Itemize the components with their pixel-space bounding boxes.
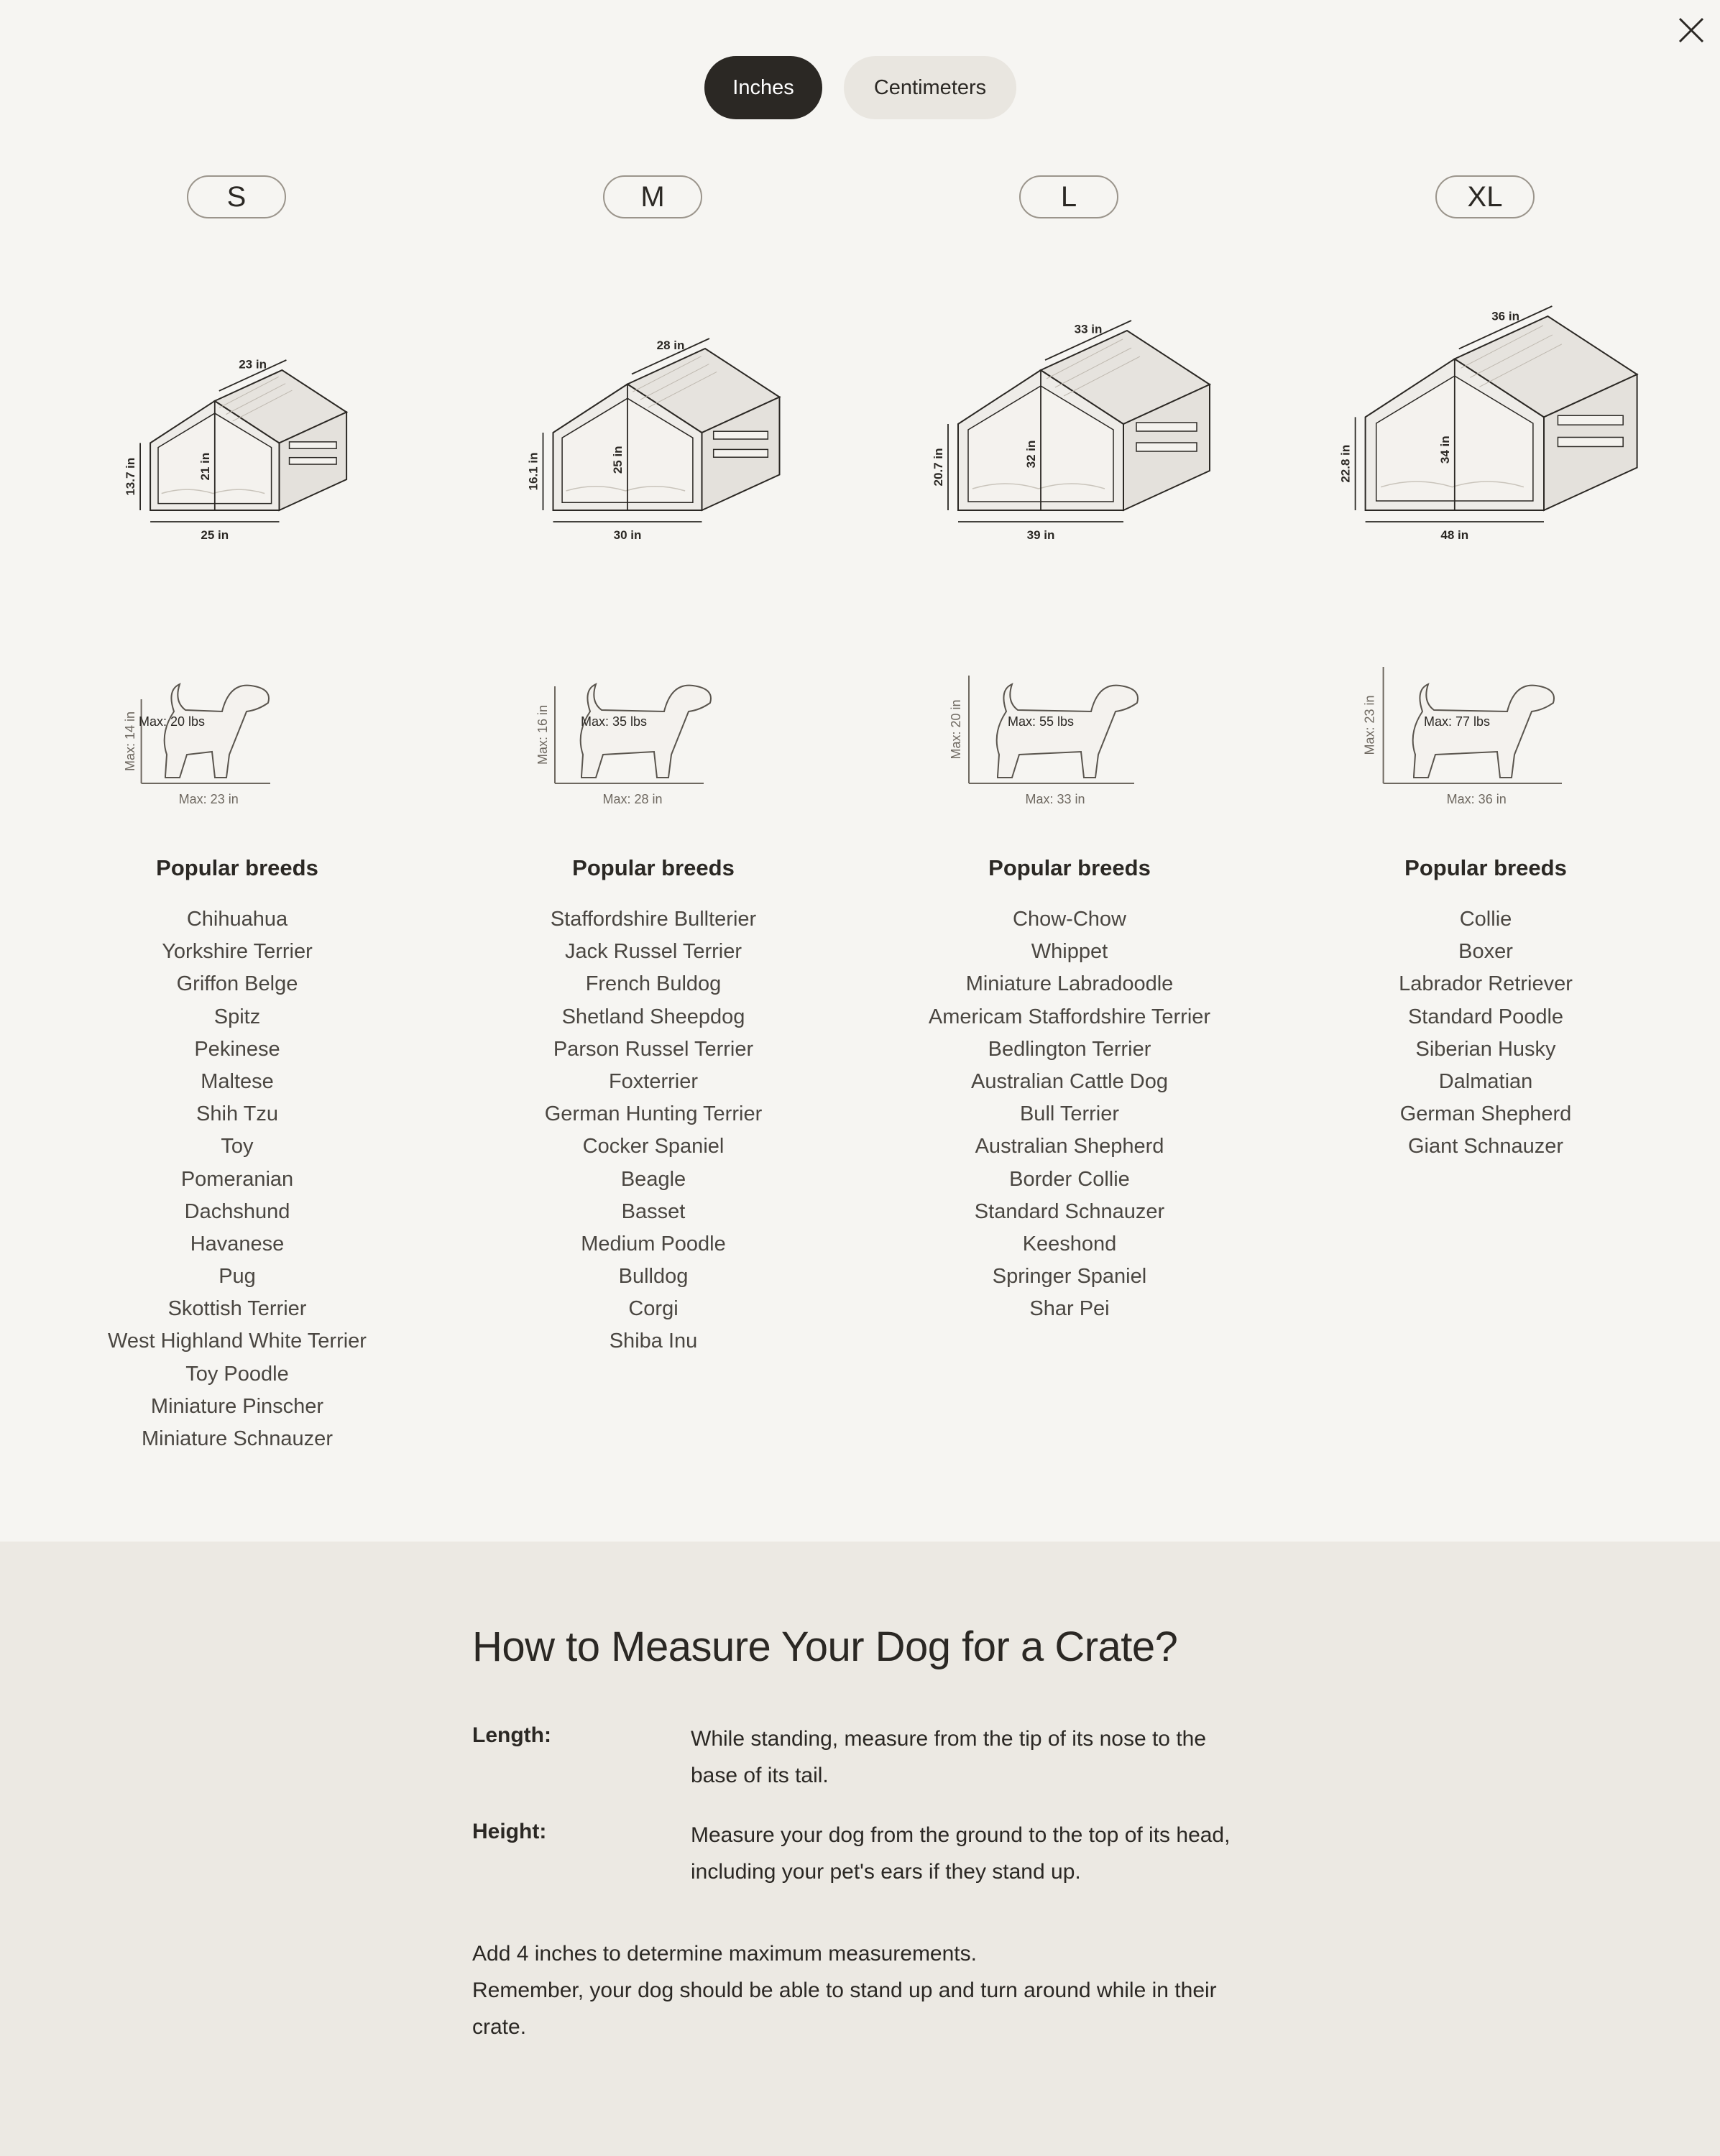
breed-item: Shetland Sheepdog <box>561 1005 745 1028</box>
crate-depth-label: 28 in <box>656 338 685 352</box>
crate-inner-height-label: 21 in <box>198 452 212 481</box>
breed-item: Jack Russel Terrier <box>564 940 742 964</box>
crate-inner-height-label: 32 in <box>1024 440 1038 469</box>
breed-item: Border Collie <box>1009 1167 1130 1191</box>
breed-item: Pug <box>219 1265 256 1289</box>
breed-list <box>452 903 855 1358</box>
dog-max-height-label: Max: 20 in <box>949 699 963 760</box>
breed-item: Miniature Labradoodle <box>965 972 1174 996</box>
measure-note-line-1: Add 4 inches to determine maximum measurements. <box>472 1942 977 1966</box>
popular-breeds-title: Popular breeds <box>988 855 1151 880</box>
breed-item: Bulldog <box>618 1265 689 1289</box>
breed-item: Siberian Husky <box>1415 1037 1556 1061</box>
breed-item: Havanese <box>190 1232 285 1256</box>
crate-height-label: 13.7 in <box>124 457 138 496</box>
breed-item: West Highland White Terrier <box>108 1330 367 1353</box>
dog-size-diagram <box>36 611 438 805</box>
breed-item: Shiba Inu <box>609 1330 698 1353</box>
breed-item: Toy <box>221 1135 254 1158</box>
crate-inner-height-label: 34 in <box>1438 436 1452 464</box>
breed-item: Shih Tzu <box>196 1102 278 1126</box>
length-term: Length: <box>472 1723 551 1747</box>
dog-size-diagram <box>452 611 855 805</box>
breed-item: Australian Cattle Dog <box>970 1069 1169 1093</box>
popular-breeds-title: Popular breeds <box>572 855 735 880</box>
crate-diagram <box>452 259 855 561</box>
breed-item: Australian Shepherd <box>975 1135 1164 1158</box>
crate-width-label: 39 in <box>1026 528 1055 542</box>
popular-breeds-title: Popular breeds <box>156 855 318 880</box>
dog-max-height-label: Max: 16 in <box>535 704 551 765</box>
dog-max-height-label: Max: 14 in <box>123 711 138 772</box>
size-badge: L <box>1019 175 1118 218</box>
measure-note-line-2: Remember, your dog should be able to stand up and turn around while in their crate. <box>472 1978 1217 2039</box>
crate-depth-label: 33 in <box>1074 322 1103 336</box>
breed-item: Whippet <box>1031 940 1108 964</box>
breed-item: Griffon Belge <box>176 972 298 996</box>
inches-toggle-button[interactable]: Inches <box>704 56 822 119</box>
breed-item: Giant Schnauzer <box>1407 1135 1563 1158</box>
breed-item: Bedlington Terrier <box>988 1037 1151 1061</box>
height-description: Measure your dog from the ground to the top of its head, including your pet's ears if they stand up. <box>691 1823 1231 1884</box>
breed-list <box>36 903 438 1455</box>
dog-icon <box>581 684 711 778</box>
size-badge: S <box>187 175 286 218</box>
crate-width-label: 25 in <box>201 528 229 542</box>
dog-max-length-label: Max: 23 in <box>178 792 239 805</box>
crate-diagram <box>868 259 1271 561</box>
dog-max-height-label: Max: 23 in <box>1362 695 1377 755</box>
crate-diagram <box>36 259 438 561</box>
measure-guide-title: How to Measure Your Dog for a Crate? <box>472 1623 1178 1670</box>
crate-depth-label: 23 in <box>239 357 267 372</box>
close-icon <box>1673 11 1710 49</box>
dog-max-length-label: Max: 33 in <box>1025 792 1085 805</box>
popular-breeds-title: Popular breeds <box>1404 855 1567 880</box>
crate-width-label: 30 in <box>613 528 642 542</box>
breed-item: Medium Poodle <box>581 1232 726 1256</box>
dog-max-weight-label: Max: 20 lbs <box>138 714 206 729</box>
breed-item: Miniature Schnauzer <box>142 1427 333 1450</box>
length-description: While standing, measure from the tip of its nose to the base of its tail. <box>691 1727 1207 1787</box>
breed-item: Basset <box>621 1199 686 1223</box>
breed-item: Springer Spaniel <box>992 1265 1147 1289</box>
breed-item: Bull Terrier <box>1019 1102 1120 1126</box>
crate-height-label: 20.7 in <box>932 448 945 487</box>
crate-height-label: 16.1 in <box>526 452 541 491</box>
breed-item: Parson Russel Terrier <box>553 1037 754 1061</box>
dog-max-weight-label: Max: 77 lbs <box>1423 714 1491 729</box>
breed-item: Standard Schnauzer <box>974 1199 1165 1223</box>
breed-item: Keeshond <box>1022 1232 1117 1256</box>
crate-inner-height-label: 25 in <box>611 446 625 474</box>
breed-item: Cocker Spaniel <box>582 1135 725 1158</box>
breed-item: Beagle <box>620 1167 686 1191</box>
breed-item: Chihuahua <box>186 908 288 931</box>
breed-item: Collie <box>1459 908 1512 931</box>
height-term: Height: <box>472 1820 547 1843</box>
breed-item: Chow-Chow <box>1013 908 1126 931</box>
size-badge: M <box>603 175 702 218</box>
dog-max-length-label: Max: 28 in <box>602 792 663 805</box>
breed-item: Staffordshire Bullterier <box>550 908 757 931</box>
breed-item: Skottish Terrier <box>167 1297 307 1321</box>
breed-item: Boxer <box>1458 940 1513 964</box>
measure-note <box>472 1935 1263 2045</box>
breed-item: Dalmatian <box>1438 1069 1533 1093</box>
dog-max-weight-label: Max: 35 lbs <box>580 714 648 729</box>
breed-list <box>868 903 1271 1325</box>
dog-icon <box>165 684 269 778</box>
breed-item: Toy Poodle <box>185 1362 289 1386</box>
breed-item: German Hunting Terrier <box>544 1102 763 1126</box>
breed-item: Maltese <box>201 1069 274 1093</box>
breed-item: Spitz <box>213 1005 261 1028</box>
crate-depth-label: 36 in <box>1491 309 1519 323</box>
breed-item: Standard Poodle <box>1407 1005 1564 1028</box>
breed-item: Corgi <box>628 1297 679 1321</box>
dog-size-diagram <box>1284 611 1687 805</box>
breed-item: Yorkshire Terrier <box>162 940 313 964</box>
breed-item: Foxterrier <box>608 1069 699 1093</box>
dog-icon <box>997 684 1138 778</box>
centimeters-toggle-button[interactable]: Centimeters <box>844 56 1016 119</box>
crate-width-label: 48 in <box>1440 528 1469 542</box>
breed-item: Shar Pei <box>1029 1297 1110 1321</box>
dog-size-diagram <box>868 611 1271 805</box>
dog-max-weight-label: Max: 55 lbs <box>1007 714 1075 729</box>
crate-diagram <box>1284 259 1687 561</box>
breed-item: French Buldog <box>585 972 722 996</box>
breed-item: Miniature Pinscher <box>150 1394 324 1418</box>
close-button[interactable] <box>1673 11 1710 49</box>
breed-item: Dachshund <box>184 1199 290 1223</box>
breed-list <box>1284 903 1687 1164</box>
breed-item: Pekinese <box>194 1037 280 1061</box>
dog-icon <box>1413 684 1554 778</box>
breed-item: Pomeranian <box>180 1167 294 1191</box>
dog-max-length-label: Max: 36 in <box>1446 792 1507 805</box>
breed-item: Americam Staffordshire Terrier <box>928 1005 1211 1028</box>
crate-height-label: 22.8 in <box>1338 444 1353 483</box>
size-badge: XL <box>1435 175 1535 218</box>
breed-item: German Shepherd <box>1399 1102 1572 1126</box>
breed-item: Labrador Retriever <box>1399 972 1573 996</box>
